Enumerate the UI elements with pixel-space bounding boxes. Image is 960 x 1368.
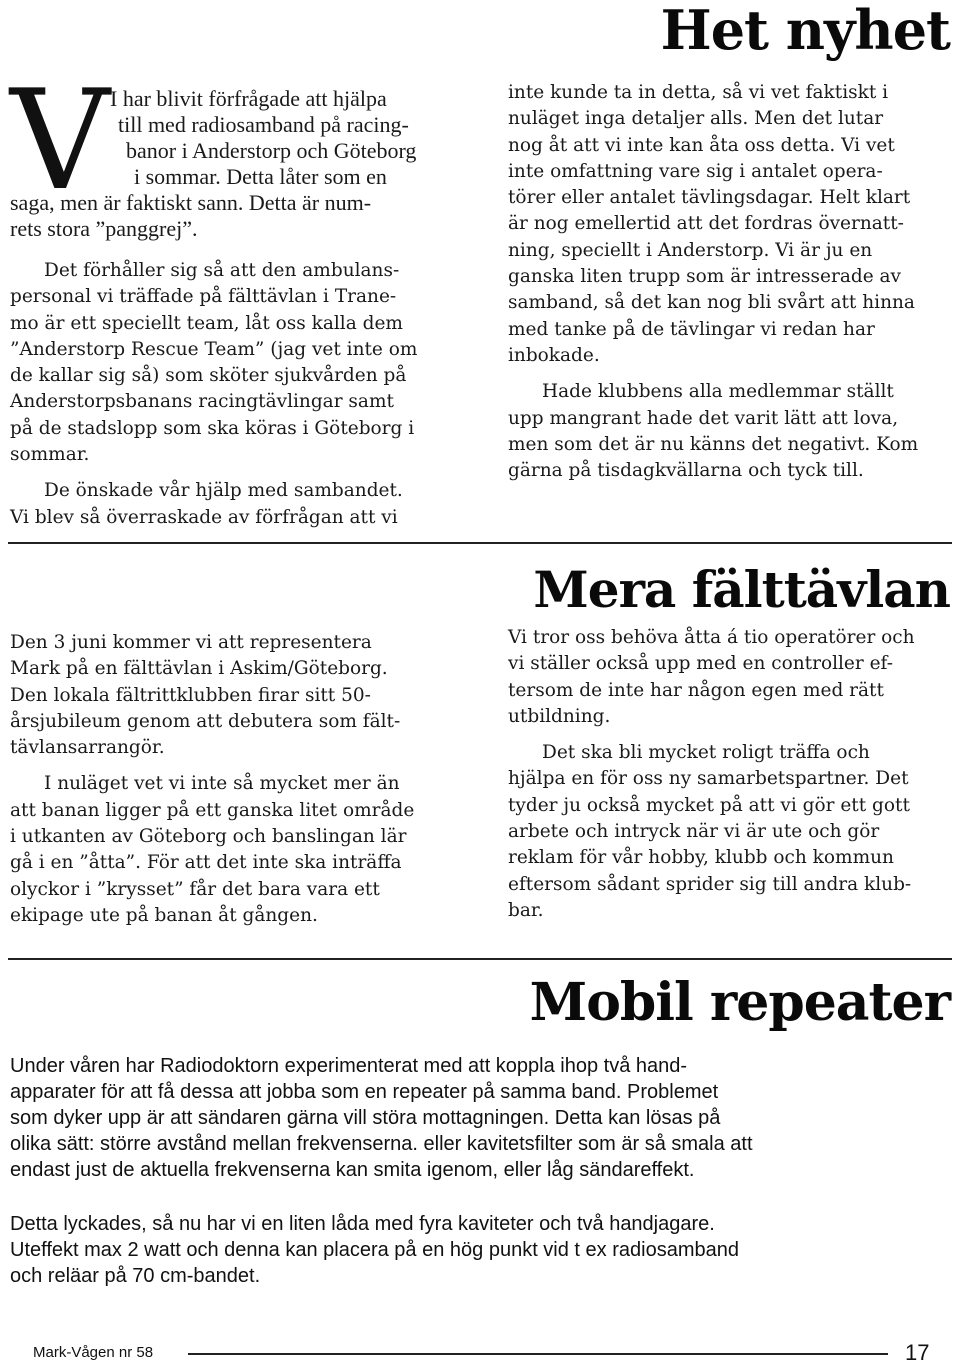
paragraph-line: gärna på tisdagkvällarna och tyck till. [508,460,864,482]
paragraph-line: samband, så det kan nog bli svårt att hinna [508,292,915,314]
paragraph-line: på de stadslopp som ska köras i Göteborg i [10,417,415,439]
lede-line: banor i Anderstorp och Göteborg [126,138,417,163]
paragraph-line: men som det är nu känns det negativt. Kom [508,433,919,455]
paragraph-line: vi ställer också upp med en controller ef- [508,653,893,675]
paragraph-line: nog åt att vi inte kan åta oss detta. Vi vet [508,134,895,156]
paragraph-line: årsjubileum genom att debutera som fält- [10,710,401,732]
paragraph-line: Den 3 juni kommer vi att representera [10,632,372,653]
headline-mera-falttavlan: Mera fälttävlan [533,560,950,619]
footer-publication: Mark-Vågen nr 58 [33,1344,154,1361]
paragraph-line: med tanke på de tävlingar vi redan har [508,318,875,340]
paragraph-line: tersom de inte har någon egen med rätt [508,679,884,701]
lede-line: i sommar. Detta låter som en [134,164,387,189]
paragraph-line: Vi tror oss behöva åtta á tio operatörer och [508,627,915,648]
paragraph-line: i utkanten av Göteborg och banslingan lär [10,826,407,848]
paragraph-line: är nog emellertid att det fordras övernatt- [508,213,904,235]
article-het-nyhet-right [508,80,953,484]
paragraph-line: endast just de aktuella frekvenserna kan smita igenom, eller låg sändareffekt. [10,1159,695,1181]
page-number: 17 [905,1340,930,1365]
paragraph-line: Hade klubbens alla medlemmar ställt [542,381,894,403]
lede-full [10,190,470,242]
paragraph-line: Detta lyckades, så nu har vi en liten låda med fyra kaviteter och två handjagare. [10,1213,715,1235]
paragraph-line: personal vi träffade på fälttävlan i Trane- [10,286,397,308]
paragraph-line: inbokade. [508,344,600,366]
article-mobil-repeater [10,1053,955,1289]
paragraph-line: tävlansarrangör. [10,737,165,759]
paragraph-line: Det förhåller sig så att den ambulans- [44,260,400,281]
paragraph-line: Under våren har Radiodoktorn experimenterat med att koppla ihop två hand- [10,1055,688,1077]
paragraph-line: de kallar sig så) som sköter sjukvården på [10,365,407,387]
paragraph-line: reklam för vår hobby, klubb och kommun [508,847,894,869]
paragraph-line: utbildning. [508,705,611,727]
paragraph-line: Den lokala fältrittklubben firar sitt 50- [10,684,371,706]
paragraph-line: Det ska bli mycket roligt träffa och [542,742,870,764]
paragraph-line: olika sätt: större avstånd mellan frekvenserna. eller kavitetsfilter som är så smala att [10,1133,753,1155]
paragraph-line: sommar. [10,444,90,466]
paragraph-line: bar. [508,899,544,921]
paragraph-line: mo är ett speciellt team, låt oss kalla dem [10,312,403,334]
paragraph-line: att banan ligger på ett ganska litet område [10,799,415,821]
paragraph-line: inte kunde ta in detta, så vi vet faktiskt i [508,82,889,103]
paragraph-line: ekipage ute på banan åt gången. [10,904,318,926]
headline-het-nyhet: Het nyhet [660,0,950,62]
paragraph-line: Mark på en fälttävlan i Askim/Göteborg. [10,658,388,680]
paragraph-line: De önskade vår hjälp med sambandet. [44,480,403,502]
article-mera-falttavlan-right [508,625,953,924]
paragraph-line: olyckor i ”krysset” får det bara vara ett [10,878,380,900]
paragraph-line: ”Anderstorp Rescue Team” (jag vet inte om [10,338,418,360]
paragraph-line: apparater för att få dessa att jobba som en repeater på samma band. Problemet [10,1081,719,1103]
section-divider [8,958,952,960]
paragraph-line: hjälpa en för oss ny samarbetspartner. Det [508,768,909,790]
article-mera-falttavlan-left [10,630,470,929]
lede-line: till med radiosamband på racing- [118,112,409,137]
paragraph-line: inte omfattning vare sig i antalet opera- [508,160,883,182]
lede-indented [110,86,470,190]
paragraph-line: arbete och intryck när vi är ute och gör [508,821,880,843]
paragraph-line: I nuläget vet vi inte så mycket mer än [44,773,400,795]
article-het-nyhet-left [10,258,470,531]
paragraph-line: törer eller antalet tävlingsdagar. Helt klart [508,187,911,209]
footer-rule [188,1353,888,1355]
paragraph-line: Anderstorpsbanans racingtävlingar samt [10,391,394,413]
lede-line: I har blivit förfrågade att hjälpa [110,86,387,111]
paragraph-line: upp mangrant hade det varit lätt att lova, [508,407,899,429]
lede-line: saga, men är faktiskt sann. Detta är num- [10,190,372,215]
paragraph-line: ning, speciellt i Anderstorp. Vi är ju en [508,239,873,261]
drop-cap: V [10,60,110,221]
lede-line: rets stora ”panggrej”. [10,216,198,241]
paragraph-line: Uteffekt max 2 watt och denna kan placera på en hög punkt vid t ex radiosamband [10,1239,739,1261]
paragraph-line: och reläar på 70 cm-bandet. [10,1265,261,1287]
paragraph-line: nuläget inga detaljer alls. Men det lutar [508,108,884,130]
paragraph-line: Vi blev så överraskade av förfrågan att vi [10,506,398,528]
section-divider [8,542,952,544]
paragraph-line: ganska liten trupp som är intresserade av [508,266,901,288]
paragraph-line: tyder ju också mycket på att vi gör ett gott [508,794,910,816]
paragraph-line: eftersom sådant sprider sig till andra klub- [508,873,912,895]
headline-mobil-repeater: Mobil repeater [529,972,950,1033]
paragraph-line: gå i en ”åtta”. För att det inte ska inträffa [10,852,402,874]
paragraph-line: som dyker upp är att sändaren gärna vill störa mottagningen. Detta kan lösas på [10,1107,721,1129]
